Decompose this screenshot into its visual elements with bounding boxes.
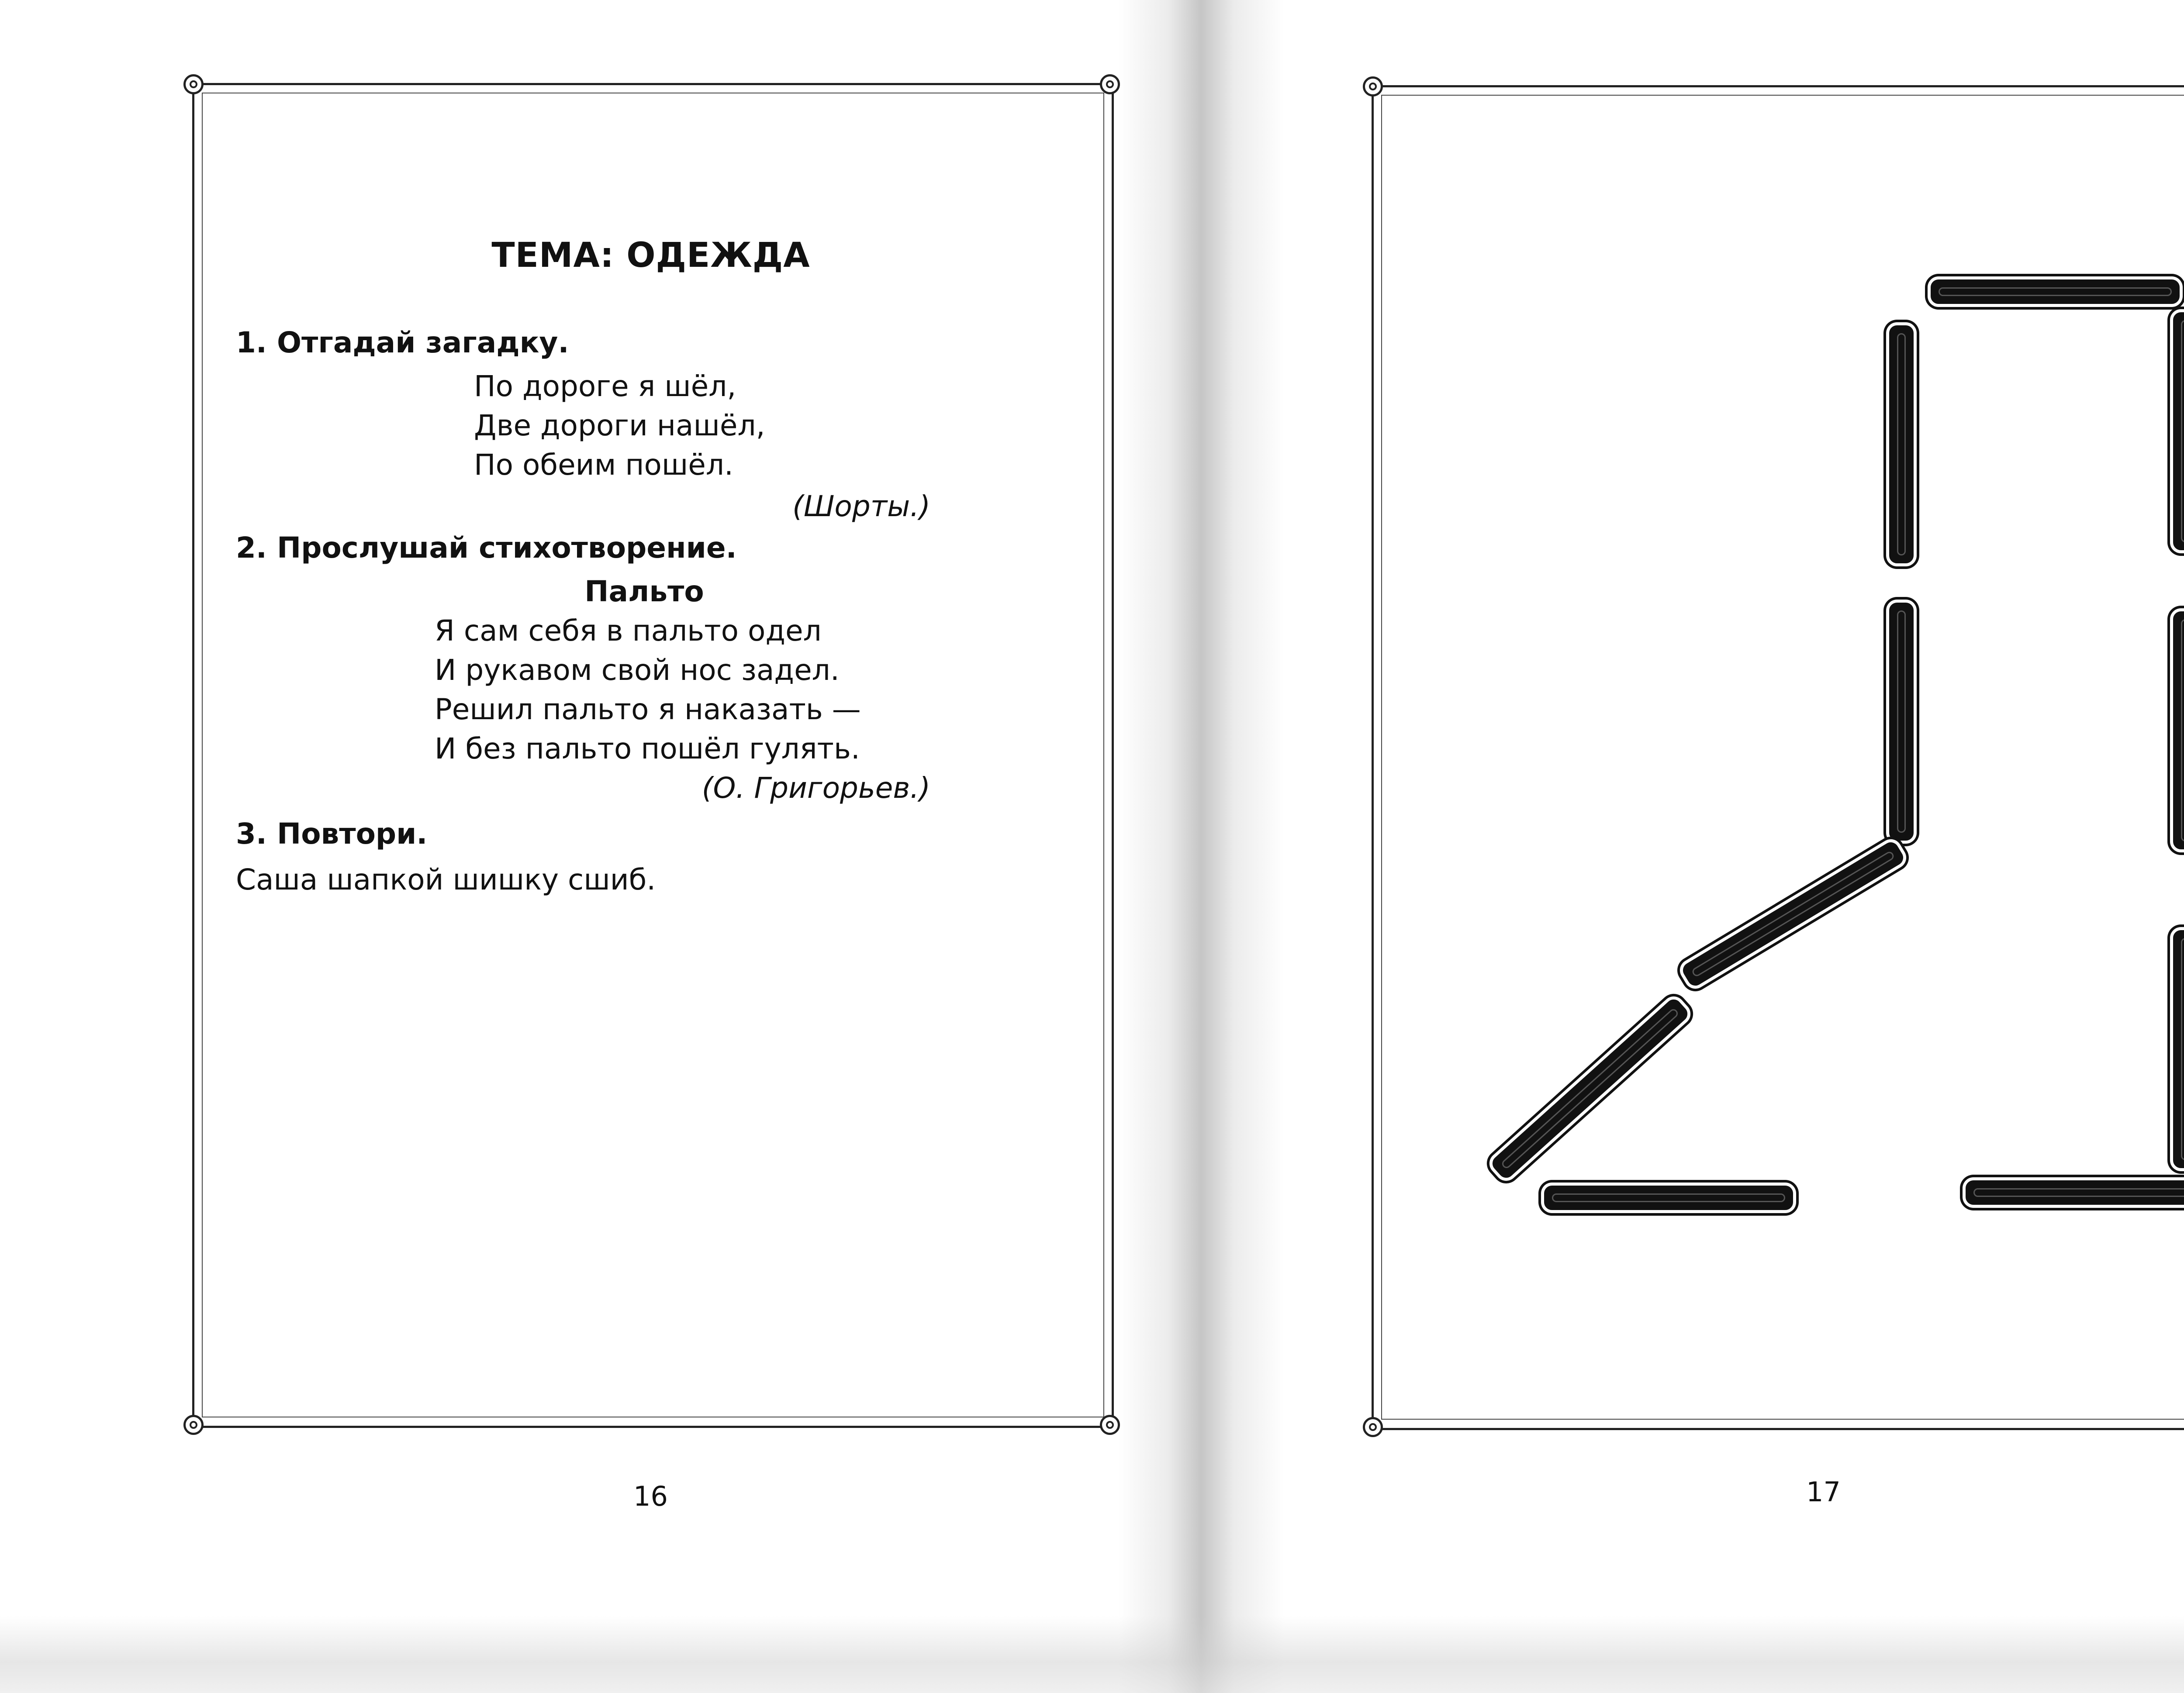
matchstick	[1544, 1186, 1793, 1210]
matchstick	[2173, 312, 2184, 550]
matchstick	[1889, 603, 1914, 841]
corner-ornament-icon	[183, 1415, 204, 1435]
poem-line: Я сам себя в пальто одел	[435, 614, 822, 648]
riddle-line: Две дороги нашёл,	[474, 409, 765, 442]
tongue-twister: Саша шапкой шишку сшиб.	[236, 863, 656, 896]
corner-ornament-icon	[183, 74, 204, 94]
matchstick	[1889, 325, 1914, 563]
book-gutter	[1118, 0, 1284, 1693]
page-title: ТЕМА: ОДЕЖДА	[491, 236, 810, 275]
page-number: 16	[633, 1480, 668, 1512]
corner-ornament-icon	[1363, 1417, 1383, 1437]
task3-heading: 3. Повтори.	[236, 817, 428, 851]
poem-line: И рукавом свой нос задел.	[435, 653, 840, 687]
poem-line: И без пальто пошёл гулять.	[435, 732, 860, 765]
riddle-answer: (Шорты.)	[792, 490, 930, 523]
matchstick	[1931, 279, 2180, 304]
task2-heading: 2. Прослушай стихотворение.	[236, 531, 737, 565]
page-number: 17	[1806, 1476, 1841, 1508]
riddle-line: По обеим пошёл.	[474, 448, 734, 482]
matchstick	[2173, 611, 2184, 849]
riddle-line: По дороге я шёл,	[474, 369, 736, 403]
poem-title: Пальто	[584, 575, 704, 608]
corner-ornament-icon	[1363, 76, 1383, 97]
right-page	[1254, 0, 2184, 1616]
corner-ornament-icon	[1100, 74, 1120, 94]
task1-heading: 1. Отгадай загадку.	[236, 326, 569, 359]
matchstick	[2173, 930, 2184, 1168]
poem-line: Решил пальто я наказать —	[435, 693, 861, 726]
matchstick	[1966, 1180, 2184, 1205]
corner-ornament-icon	[1100, 1415, 1120, 1435]
scan-bottom-shadow	[0, 1616, 2184, 1693]
poem-author: (О. Григорьев.)	[702, 771, 930, 805]
